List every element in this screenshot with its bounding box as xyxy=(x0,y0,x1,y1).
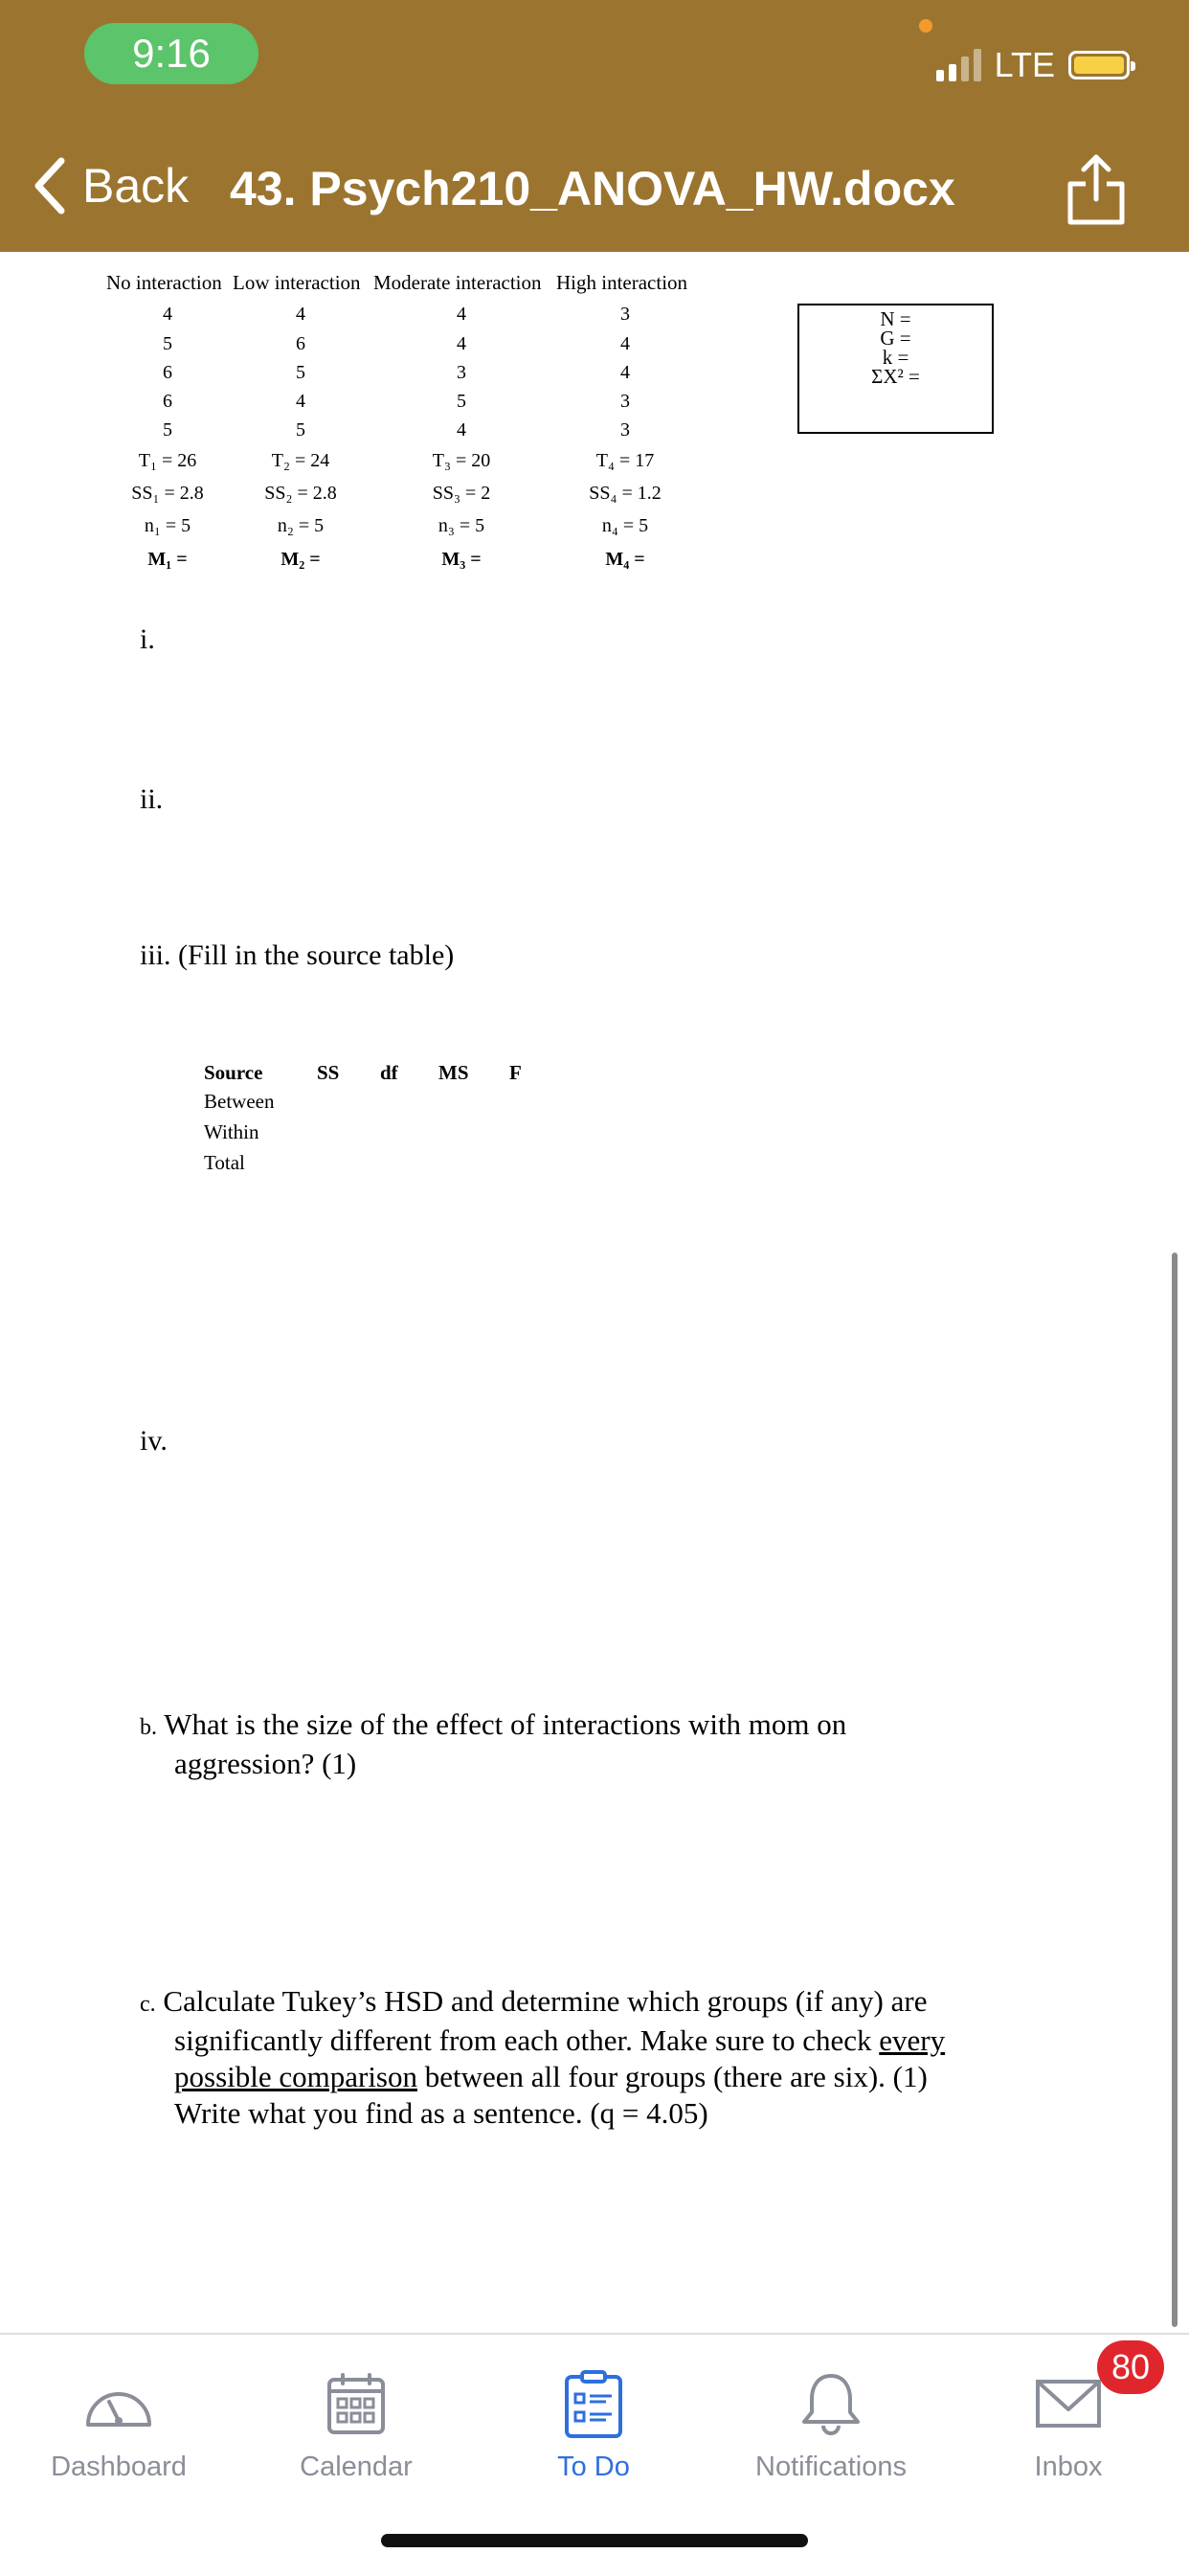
ss-cell: SS₄ = 1.2 xyxy=(589,483,662,504)
question-b xyxy=(140,1706,1059,1782)
column-header: High interaction xyxy=(556,271,688,294)
table-cell: 6 xyxy=(163,391,172,412)
status-icons xyxy=(936,38,1130,92)
question-c-line xyxy=(140,2022,1059,2059)
n-cell: n₂ = 5 xyxy=(277,515,325,536)
tab-notifications[interactable] xyxy=(716,2356,946,2483)
f-header: F xyxy=(509,1061,522,1084)
table-cell: 4 xyxy=(620,362,630,383)
part-iv: iv. xyxy=(140,1425,168,1457)
total-cell: T₁ = 26 xyxy=(138,450,197,471)
summary-k: k = xyxy=(882,346,909,369)
df-header: df xyxy=(380,1061,398,1084)
total-cell: T₂ = 24 xyxy=(271,450,330,471)
table-cell: 3 xyxy=(620,304,630,325)
total-cell: T₃ = 20 xyxy=(432,450,491,471)
question-b-label: b. xyxy=(140,1715,157,1740)
tab-todo[interactable] xyxy=(479,2356,708,2483)
question-b-text: What is the size of the effect of interactions with mom on xyxy=(164,1707,847,1741)
app-header xyxy=(0,0,1189,252)
ss-cell: SS₂ = 2.8 xyxy=(264,483,337,504)
envelope-icon xyxy=(1035,2379,1102,2429)
network-label: LTE xyxy=(994,45,1055,84)
summary-g: G = xyxy=(880,327,911,350)
n-cell: n₄ = 5 xyxy=(601,515,649,536)
tab-label: Notifications xyxy=(755,2452,907,2482)
column-header: Moderate interaction xyxy=(373,271,542,294)
summary-sumx2: ΣX² = xyxy=(871,365,920,388)
table-cell: 4 xyxy=(620,333,630,354)
question-c-text: Calculate Tukey’s HSD and determine which groups (if any) are xyxy=(163,1984,928,2018)
table-cell: 6 xyxy=(296,333,305,354)
dashboard-icon xyxy=(82,2377,155,2430)
question-c-text: significantly different from each other. Make sure to check xyxy=(174,2023,880,2057)
question-c-line xyxy=(140,2059,1059,2095)
calendar-icon xyxy=(326,2372,386,2435)
mean-cell: M₄ = xyxy=(605,549,645,570)
tab-label: Inbox xyxy=(1034,2452,1103,2482)
table-cell: 3 xyxy=(620,391,630,412)
privacy-indicator-dot xyxy=(919,19,932,33)
question-c-text: Write what you find as a sentence. (q = 4.05) xyxy=(174,2096,708,2130)
n-cell: n₁ = 5 xyxy=(144,515,191,536)
question-c-emphasis: every xyxy=(879,2023,946,2057)
source-row-total: Total xyxy=(204,1151,245,1174)
tab-calendar[interactable] xyxy=(241,2356,471,2483)
source-header: Source xyxy=(204,1061,263,1084)
table-cell: 4 xyxy=(163,304,172,325)
bell-icon xyxy=(799,2370,863,2437)
table-cell: 5 xyxy=(163,333,172,354)
nav-bar xyxy=(0,144,1189,239)
column-header: Low interaction xyxy=(233,271,361,294)
part-iii: iii. (Fill in the source table) xyxy=(140,939,455,971)
mean-cell: M₃ = xyxy=(441,549,482,570)
table-cell: 4 xyxy=(296,391,305,412)
summary-n: N = xyxy=(880,307,911,330)
back-label: Back xyxy=(82,159,190,213)
summary-box xyxy=(797,304,994,434)
home-indicator[interactable] xyxy=(381,2534,808,2547)
table-cell: 5 xyxy=(457,391,466,412)
source-row-between: Between xyxy=(204,1090,275,1113)
todo-clipboard-icon xyxy=(564,2369,623,2438)
scrollbar[interactable] xyxy=(1172,1253,1178,2327)
table-cell: 3 xyxy=(457,362,466,383)
table-cell: 4 xyxy=(296,304,305,325)
tab-dashboard[interactable] xyxy=(4,2356,234,2483)
total-cell: T₄ = 17 xyxy=(595,450,655,471)
table-cell: 5 xyxy=(163,419,172,441)
source-row-within: Within xyxy=(204,1120,259,1143)
battery-icon xyxy=(1068,51,1130,79)
inbox-badge: 80 xyxy=(1097,2340,1164,2394)
question-c-emphasis: possible comparison xyxy=(174,2060,417,2093)
question-c xyxy=(140,1983,1059,2132)
mean-cell: M₁ = xyxy=(147,549,188,570)
table-cell: 4 xyxy=(457,304,466,325)
table-cell: 5 xyxy=(296,362,305,383)
part-i: i. xyxy=(140,623,155,655)
tab-label: Dashboard xyxy=(51,2452,187,2482)
question-b-text: aggression? (1) xyxy=(174,1747,357,1780)
question-c-label: c. xyxy=(140,1992,156,2017)
share-button[interactable] xyxy=(1065,151,1128,233)
ss-cell: SS₁ = 2.8 xyxy=(131,483,204,504)
chevron-left-icon xyxy=(33,157,65,215)
signal-icon xyxy=(936,49,981,81)
mean-cell: M₂ = xyxy=(280,549,321,570)
document-title: 43. Psych210_ANOVA_HW.docx xyxy=(230,162,955,215)
question-c-text: between all four groups (there are six). (1) xyxy=(417,2060,928,2093)
table-cell: 3 xyxy=(620,419,630,441)
n-cell: n₃ = 5 xyxy=(437,515,485,536)
ss-cell: SS₃ = 2 xyxy=(432,483,491,504)
table-cell: 6 xyxy=(163,362,172,383)
share-icon xyxy=(1065,151,1128,228)
status-time: 9:16 xyxy=(84,23,258,84)
ms-header: MS xyxy=(438,1061,469,1084)
table-cell: 4 xyxy=(457,333,466,354)
back-button[interactable] xyxy=(33,157,189,215)
table-cell: 4 xyxy=(457,419,466,441)
column-header: No interaction xyxy=(106,271,222,294)
part-ii: ii. xyxy=(140,783,164,815)
tab-label: Calendar xyxy=(300,2452,413,2482)
tab-label: To Do xyxy=(557,2452,630,2482)
document-content xyxy=(0,252,1189,2330)
ss-header: SS xyxy=(317,1061,340,1084)
table-cell: 5 xyxy=(296,419,305,441)
